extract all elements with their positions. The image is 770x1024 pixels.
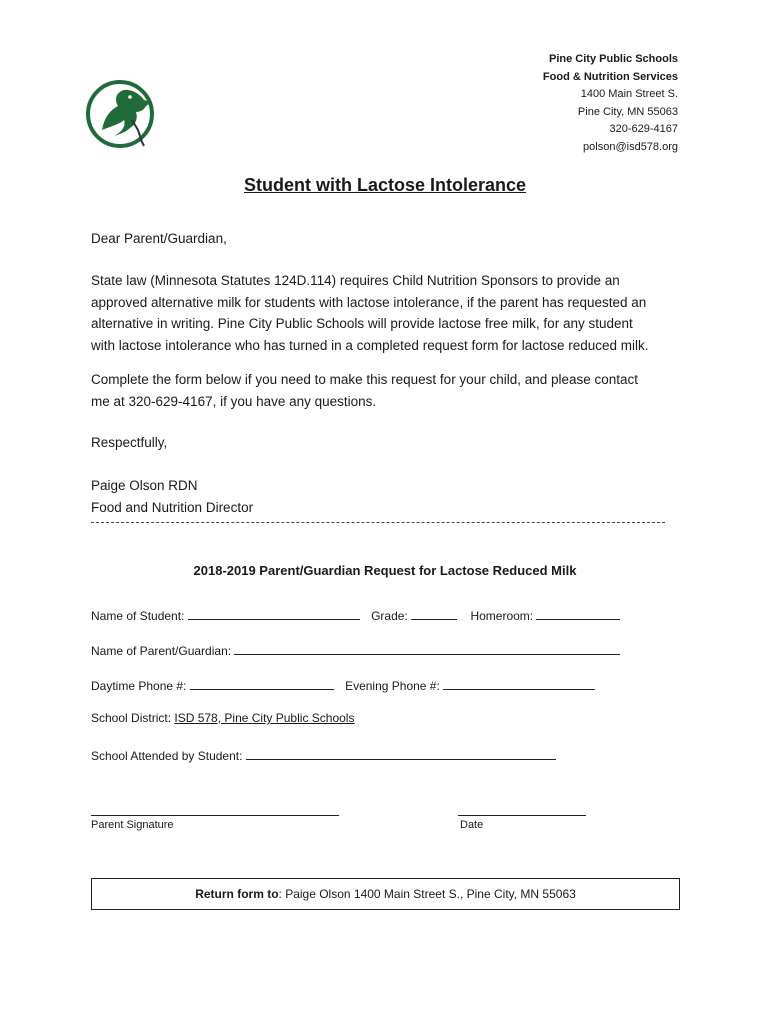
grade-label: Grade:	[371, 609, 408, 623]
school-label: School Attended by Student:	[91, 749, 243, 763]
district-row	[91, 711, 354, 725]
parent-label: Name of Parent/Guardian:	[91, 644, 232, 658]
paragraph-1-line: approved alternative milk for students with lactose intolerance, if the parent has requested an	[91, 294, 647, 310]
paragraph-1-line: alternative in writing. Pine City Public Schools will provide lactose free milk, for any student	[91, 316, 633, 331]
return-label: Return form to	[195, 887, 279, 901]
cut-line-divider	[91, 522, 665, 523]
school-field[interactable]	[246, 746, 556, 760]
paragraph-2	[91, 369, 691, 412]
homeroom-label: Homeroom:	[470, 609, 534, 623]
parent-name-field[interactable]	[234, 641, 620, 655]
department: Food & Nutrition Services	[542, 70, 678, 83]
paragraph-2-line: Complete the form below if you need to make this request for your child, and please contact	[91, 372, 639, 387]
dragon-logo-icon	[82, 80, 160, 150]
paragraph-2-line: me at 320-629-4167, if you have any questions.	[91, 393, 377, 409]
date-field[interactable]	[458, 815, 586, 816]
student-name-field[interactable]	[188, 606, 360, 620]
signer-name: Paige Olson RDN	[91, 478, 198, 493]
school-logo	[82, 80, 160, 150]
daytime-phone-label: Daytime Phone #:	[91, 679, 187, 693]
grade-field[interactable]	[411, 606, 457, 620]
signature-label: Parent Signature	[91, 819, 174, 831]
paragraph-1	[91, 270, 691, 356]
signer-title: Food and Nutrition Director	[91, 499, 254, 515]
district-value: ISD 578, Pine City Public Schools	[174, 711, 355, 725]
organization-header	[543, 51, 678, 156]
salutation: Dear Parent/Guardian,	[91, 231, 227, 246]
return-address: : Paige Olson 1400 Main Street S., Pine City, MN 55063	[278, 887, 576, 901]
paragraph-1-line: with lactose intolerance who has turned in a completed request form for lactose reduced milk.	[91, 337, 649, 353]
paragraph-1-line: State law (Minnesota Statutes 124D.114) requires Child Nutrition Sponsors to provide an	[91, 273, 620, 288]
parent-row	[91, 641, 620, 658]
closing: Respectfully,	[91, 435, 168, 450]
email: polson@isd578.org	[583, 140, 678, 153]
return-instructions-box	[91, 878, 680, 910]
phone: 320-629-4167	[609, 123, 678, 135]
phone-row	[91, 676, 595, 693]
date-label: Date	[460, 819, 484, 831]
street: 1400 Main Street S.	[580, 88, 678, 100]
signer-block	[91, 475, 691, 518]
homeroom-field[interactable]	[536, 606, 620, 620]
student-label: Name of Student:	[91, 609, 185, 623]
city: Pine City, MN 55063	[577, 105, 678, 118]
signature-field[interactable]	[91, 815, 339, 816]
evening-phone-field[interactable]	[443, 676, 595, 690]
district-label: School District:	[91, 711, 172, 725]
school-row	[91, 746, 556, 763]
org-name: Pine City Public Schools	[549, 53, 678, 65]
student-row	[91, 606, 620, 623]
form-title: 2018-2019 Parent/Guardian Request for Lactose Reduced Milk	[193, 563, 577, 578]
daytime-phone-field[interactable]	[190, 676, 334, 690]
evening-phone-label: Evening Phone #:	[345, 679, 440, 693]
page-title: Student with Lactose Intolerance	[243, 175, 527, 195]
